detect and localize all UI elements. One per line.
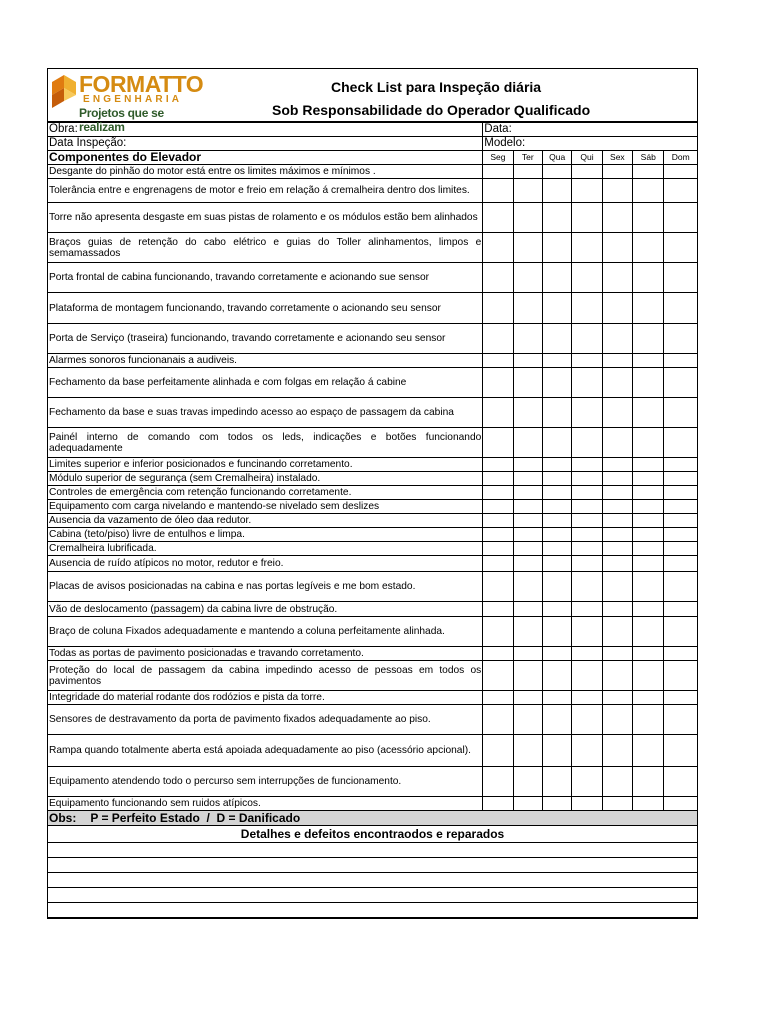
check-cell-sex[interactable] [602, 233, 632, 263]
check-cell-qua[interactable] [542, 661, 571, 691]
check-cell-seg[interactable] [483, 486, 513, 500]
check-cell-sex[interactable] [602, 263, 632, 293]
check-cell-qui[interactable] [572, 556, 602, 572]
checklist-item-label: Proteção do local de passagem da cabina impedindo acesso de pessoas em todos os pavimentos [48, 661, 483, 691]
checklist-item-label: Braço de coluna Fixados adequadamente e mantendo a coluna perfeitamente alinhada. [48, 617, 483, 647]
check-cell-seg[interactable] [483, 179, 513, 203]
checklist-row [48, 233, 698, 263]
check-cell-qua[interactable] [542, 179, 571, 203]
obs-label: Obs: [49, 811, 77, 825]
modelo-field[interactable]: Modelo: [483, 137, 698, 151]
check-cell-seg[interactable] [483, 797, 513, 811]
check-cell-ter[interactable] [513, 263, 542, 293]
check-cell-sex[interactable] [602, 398, 632, 428]
check-cell-seg[interactable] [483, 293, 513, 324]
checklist-table [47, 122, 698, 918]
check-cell-qua[interactable] [542, 556, 571, 572]
check-cell-seg[interactable] [483, 556, 513, 572]
check-cell-qui[interactable] [572, 398, 602, 428]
check-cell-sex[interactable] [602, 500, 632, 514]
check-cell-sáb[interactable] [633, 165, 664, 179]
checklist-row [48, 514, 698, 528]
check-cell-dom[interactable] [664, 203, 698, 233]
check-cell-ter[interactable] [513, 179, 542, 203]
check-cell-sáb[interactable] [633, 542, 664, 556]
checklist-item-label: Cabina (teto/piso) livre de entulhos e limpa. [48, 528, 483, 542]
check-cell-sex[interactable] [602, 797, 632, 811]
checklist-row [48, 602, 698, 617]
checklist-row [48, 528, 698, 542]
check-cell-qua[interactable] [542, 514, 571, 528]
check-cell-qui[interactable] [572, 661, 602, 691]
check-cell-ter[interactable] [513, 797, 542, 811]
components-header-row [48, 151, 698, 165]
check-cell-qua[interactable] [542, 602, 571, 617]
check-cell-ter[interactable] [513, 617, 542, 647]
check-cell-sáb[interactable] [633, 179, 664, 203]
check-cell-qui[interactable] [572, 542, 602, 556]
check-cell-seg[interactable] [483, 500, 513, 514]
checklist-row [48, 542, 698, 556]
check-cell-sáb[interactable] [633, 293, 664, 324]
check-cell-qui[interactable] [572, 324, 602, 354]
checklist-item-label: Placas de avisos posicionadas na cabina e nas portas legíveis e me bom estado. [48, 572, 483, 602]
checklist-item-label: Fechamento da base perfeitamente alinhada e com folgas em relação á cabine [48, 368, 483, 398]
check-cell-sex[interactable] [602, 165, 632, 179]
check-cell-dom[interactable] [664, 428, 698, 458]
check-cell-qua[interactable] [542, 324, 571, 354]
checklist-item-label: Tolerância entre e engrenagens de motor e freio em relação á cremalheira dentro dos limites. [48, 179, 483, 203]
check-cell-ter[interactable] [513, 767, 542, 797]
day-header-qui: Qui [572, 151, 602, 165]
checklist-row [48, 705, 698, 735]
check-cell-dom[interactable] [664, 705, 698, 735]
checklist-item-label: Fechamento da base e suas travas impedindo acesso ao espaço de passagem da cabina [48, 398, 483, 428]
formatto-logo-icon [52, 75, 76, 109]
check-cell-qui[interactable] [572, 797, 602, 811]
check-cell-qui[interactable] [572, 617, 602, 647]
obra-field[interactable]: Obra: [48, 123, 483, 137]
check-cell-dom[interactable] [664, 528, 698, 542]
check-cell-seg[interactable] [483, 735, 513, 767]
check-cell-ter[interactable] [513, 572, 542, 602]
details-entry-field[interactable] [48, 843, 698, 858]
logo-name: FORMATTO [79, 71, 204, 97]
checklist-item-label: Braços guias de retenção do cabo elétrico e guias do Toller alinhamentos, limpos e semamassados [48, 233, 483, 263]
checklist-item-label: Vão de deslocamento (passagem) da cabina livre de obstrução. [48, 602, 483, 617]
check-cell-sáb[interactable] [633, 797, 664, 811]
check-cell-qui[interactable] [572, 233, 602, 263]
check-cell-sex[interactable] [602, 528, 632, 542]
check-cell-ter[interactable] [513, 458, 542, 472]
check-cell-dom[interactable] [664, 486, 698, 500]
check-cell-seg[interactable] [483, 233, 513, 263]
check-cell-dom[interactable] [664, 661, 698, 691]
details-entry-field[interactable] [48, 858, 698, 873]
checklist-item-label: Ausencia de ruído atípicos no motor, redutor e freio. [48, 556, 483, 572]
check-cell-seg[interactable] [483, 472, 513, 486]
check-cell-ter[interactable] [513, 354, 542, 368]
check-cell-seg[interactable] [483, 398, 513, 428]
check-cell-ter[interactable] [513, 324, 542, 354]
check-cell-qua[interactable] [542, 428, 571, 458]
checklist-item-label: Porta frontal de cabina funcionando, travando corretamente e acionando sue sensor [48, 263, 483, 293]
check-cell-qui[interactable] [572, 602, 602, 617]
checklist-row [48, 767, 698, 797]
check-cell-seg[interactable] [483, 203, 513, 233]
check-cell-dom[interactable] [664, 556, 698, 572]
checklist-row [48, 472, 698, 486]
check-cell-qui[interactable] [572, 354, 602, 368]
day-header-dom: Dom [664, 151, 698, 165]
checklist-item-label: Equipamento funcionando sem ruidos atípicos. [48, 797, 483, 811]
checklist-row [48, 486, 698, 500]
check-cell-seg[interactable] [483, 602, 513, 617]
check-cell-ter[interactable] [513, 203, 542, 233]
check-cell-ter[interactable] [513, 500, 542, 514]
check-cell-sáb[interactable] [633, 514, 664, 528]
check-cell-dom[interactable] [664, 572, 698, 602]
check-cell-sex[interactable] [602, 354, 632, 368]
check-cell-dom[interactable] [664, 179, 698, 203]
checklist-row [48, 368, 698, 398]
check-cell-sáb[interactable] [633, 398, 664, 428]
check-cell-qua[interactable] [542, 691, 571, 705]
details-blank-line [48, 843, 698, 858]
check-cell-qua[interactable] [542, 617, 571, 647]
check-cell-qui[interactable] [572, 472, 602, 486]
check-cell-dom[interactable] [664, 233, 698, 263]
check-cell-sex[interactable] [602, 458, 632, 472]
checklist-item-label: Rampa quando totalmente aberta está apoiada adequadamente ao piso (acessório apcional). [48, 735, 483, 767]
checklist-item-label: Alarmes sonoros funcionanais a audiveis. [48, 354, 483, 368]
check-cell-seg[interactable] [483, 428, 513, 458]
check-cell-sex[interactable] [602, 691, 632, 705]
check-cell-qui[interactable] [572, 368, 602, 398]
check-cell-sáb[interactable] [633, 572, 664, 602]
checklist-row [48, 458, 698, 472]
check-cell-sex[interactable] [602, 514, 632, 528]
check-cell-qua[interactable] [542, 647, 571, 661]
checklist-row [48, 263, 698, 293]
check-cell-dom[interactable] [664, 354, 698, 368]
check-cell-qui[interactable] [572, 572, 602, 602]
check-cell-seg[interactable] [483, 354, 513, 368]
check-cell-sex[interactable] [602, 324, 632, 354]
check-cell-sáb[interactable] [633, 661, 664, 691]
check-cell-qua[interactable] [542, 368, 571, 398]
check-cell-ter[interactable] [513, 542, 542, 556]
checklist-row [48, 572, 698, 602]
check-cell-qua[interactable] [542, 293, 571, 324]
checklist-row [48, 661, 698, 691]
check-cell-sex[interactable] [602, 767, 632, 797]
check-cell-sáb[interactable] [633, 472, 664, 486]
check-cell-ter[interactable] [513, 293, 542, 324]
details-entry-field[interactable] [48, 873, 698, 888]
check-cell-qua[interactable] [542, 500, 571, 514]
check-cell-sáb[interactable] [633, 500, 664, 514]
check-cell-dom[interactable] [664, 797, 698, 811]
check-cell-ter[interactable] [513, 661, 542, 691]
check-cell-ter[interactable] [513, 691, 542, 705]
check-cell-qui[interactable] [572, 428, 602, 458]
check-cell-sex[interactable] [602, 203, 632, 233]
check-cell-dom[interactable] [664, 472, 698, 486]
check-cell-sáb[interactable] [633, 486, 664, 500]
check-cell-sáb[interactable] [633, 263, 664, 293]
check-cell-sáb[interactable] [633, 602, 664, 617]
details-blank-line [48, 873, 698, 888]
check-cell-sáb[interactable] [633, 203, 664, 233]
logo-subtitle: ENGENHARIA [83, 94, 183, 105]
check-cell-sex[interactable] [602, 617, 632, 647]
check-cell-sáb[interactable] [633, 233, 664, 263]
checklist-item-label: Módulo superior de segurança (sem Cremalheira) instalado. [48, 472, 483, 486]
check-cell-sáb[interactable] [633, 324, 664, 354]
check-cell-dom[interactable] [664, 617, 698, 647]
check-cell-dom[interactable] [664, 398, 698, 428]
check-cell-qua[interactable] [542, 398, 571, 428]
check-cell-qua[interactable] [542, 458, 571, 472]
checklist-item-label: Equipamento com carga nivelando e mantendo-se nivelado sem deslizes [48, 500, 483, 514]
checklist-item-label: Painél interno de comando com todos os leds, indicações e botões funcionando adequadamente [48, 428, 483, 458]
checklist-row [48, 500, 698, 514]
check-cell-dom[interactable] [664, 368, 698, 398]
checklist-row [48, 324, 698, 354]
check-cell-sex[interactable] [602, 472, 632, 486]
check-cell-seg[interactable] [483, 691, 513, 705]
check-cell-sáb[interactable] [633, 767, 664, 797]
checklist-item-label: Sensores de destravamento da porta de pavimento fixados adequadamente ao piso. [48, 705, 483, 735]
check-cell-qui[interactable] [572, 293, 602, 324]
check-cell-sáb[interactable] [633, 428, 664, 458]
details-header-row [48, 826, 698, 843]
day-header-qua: Qua [542, 151, 571, 165]
obs-row [48, 811, 698, 826]
check-cell-qua[interactable] [542, 233, 571, 263]
check-cell-dom[interactable] [664, 263, 698, 293]
check-cell-sex[interactable] [602, 602, 632, 617]
check-cell-seg[interactable] [483, 514, 513, 528]
checklist-row [48, 735, 698, 767]
checklist-row [48, 617, 698, 647]
check-cell-qua[interactable] [542, 165, 571, 179]
checklist-item-label: Plataforma de montagem funcionando, travando corretamente o acionando seu sensor [48, 293, 483, 324]
check-cell-dom[interactable] [664, 767, 698, 797]
check-cell-qua[interactable] [542, 354, 571, 368]
check-cell-ter[interactable] [513, 647, 542, 661]
checklist-item-label: Torre não apresenta desgaste em suas pistas de rolamento e os módulos estão bem alinhados [48, 203, 483, 233]
check-cell-dom[interactable] [664, 735, 698, 767]
check-cell-sex[interactable] [602, 661, 632, 691]
check-cell-qui[interactable] [572, 486, 602, 500]
checklist-item-label: Controles de emergência com retenção funcionando corretamente. [48, 486, 483, 500]
check-cell-dom[interactable] [664, 691, 698, 705]
details-blank-line [48, 888, 698, 903]
check-cell-dom[interactable] [664, 602, 698, 617]
check-cell-ter[interactable] [513, 556, 542, 572]
details-entry-field[interactable] [48, 888, 698, 903]
checklist-row [48, 293, 698, 324]
check-cell-seg[interactable] [483, 263, 513, 293]
check-cell-qua[interactable] [542, 472, 571, 486]
check-cell-sáb[interactable] [633, 691, 664, 705]
page-title: Check List para Inspeção diária [331, 79, 542, 95]
checklist-row [48, 203, 698, 233]
check-cell-qui[interactable] [572, 767, 602, 797]
check-cell-ter[interactable] [513, 368, 542, 398]
check-cell-ter[interactable] [513, 165, 542, 179]
check-cell-sex[interactable] [602, 542, 632, 556]
check-cell-sáb[interactable] [633, 705, 664, 735]
checklist-row [48, 428, 698, 458]
check-cell-qui[interactable] [572, 528, 602, 542]
checklist-item-label: Equipamento atendendo todo o percurso sem interrupções de funcionamento. [48, 767, 483, 797]
check-cell-sáb[interactable] [633, 368, 664, 398]
check-cell-qui[interactable] [572, 165, 602, 179]
check-cell-qua[interactable] [542, 767, 571, 797]
check-cell-seg[interactable] [483, 542, 513, 556]
details-blank-line [48, 903, 698, 918]
checklist-item-label: Porta de Serviço (traseira) funcionando, travando corretamente e acionando seu sensor [48, 324, 483, 354]
check-cell-qui[interactable] [572, 647, 602, 661]
check-cell-qua[interactable] [542, 572, 571, 602]
check-cell-sex[interactable] [602, 368, 632, 398]
check-cell-qui[interactable] [572, 179, 602, 203]
page-subtitle: Sob Responsabilidade do Operador Qualificado [272, 102, 591, 118]
check-cell-qui[interactable] [572, 735, 602, 767]
checklist-item-label: Cremalheira lubrificada. [48, 542, 483, 556]
check-cell-sáb[interactable] [633, 354, 664, 368]
checklist-row [48, 647, 698, 661]
checklist-row [48, 797, 698, 811]
checklist-item-label: Desgante do pinhão do motor está entre os limites máximos e mínimos . [48, 165, 483, 179]
details-entry-field[interactable] [48, 903, 698, 918]
check-cell-ter[interactable] [513, 705, 542, 735]
check-cell-sex[interactable] [602, 647, 632, 661]
check-cell-seg[interactable] [483, 528, 513, 542]
obs-status-legend: P = Perfeito Estado / D = Danificado [90, 811, 301, 825]
check-cell-sex[interactable] [602, 556, 632, 572]
check-cell-sex[interactable] [602, 486, 632, 500]
check-cell-ter[interactable] [513, 602, 542, 617]
check-cell-ter[interactable] [513, 486, 542, 500]
check-cell-seg[interactable] [483, 458, 513, 472]
check-cell-sex[interactable] [602, 428, 632, 458]
check-cell-seg[interactable] [483, 572, 513, 602]
check-cell-sáb[interactable] [633, 617, 664, 647]
checklist-row [48, 179, 698, 203]
check-cell-seg[interactable] [483, 324, 513, 354]
check-cell-qui[interactable] [572, 203, 602, 233]
check-cell-qua[interactable] [542, 542, 571, 556]
check-cell-qui[interactable] [572, 514, 602, 528]
check-cell-ter[interactable] [513, 233, 542, 263]
checklist-row [48, 691, 698, 705]
check-cell-sáb[interactable] [633, 528, 664, 542]
check-cell-ter[interactable] [513, 514, 542, 528]
check-cell-dom[interactable] [664, 324, 698, 354]
check-cell-qui[interactable] [572, 691, 602, 705]
check-cell-qua[interactable] [542, 797, 571, 811]
check-cell-seg[interactable] [483, 647, 513, 661]
day-header-sab: Sáb [633, 151, 664, 165]
checklist-row [48, 165, 698, 179]
check-cell-ter[interactable] [513, 528, 542, 542]
check-cell-sex[interactable] [602, 735, 632, 767]
check-cell-seg[interactable] [483, 705, 513, 735]
check-cell-qui[interactable] [572, 263, 602, 293]
checklist-item-label: Limites superior e inferior posicionados e funcinando corretamento. [48, 458, 483, 472]
check-cell-dom[interactable] [664, 542, 698, 556]
check-cell-qua[interactable] [542, 705, 571, 735]
check-cell-dom[interactable] [664, 647, 698, 661]
check-cell-qui[interactable] [572, 705, 602, 735]
check-cell-dom[interactable] [664, 293, 698, 324]
check-cell-seg[interactable] [483, 165, 513, 179]
check-cell-dom[interactable] [664, 500, 698, 514]
check-cell-dom[interactable] [664, 458, 698, 472]
logo-tagline: Projetos que se realizam [79, 106, 164, 134]
checklist-item-label: Todas as portas de pavimento posicionadas e travando corretamento. [48, 647, 483, 661]
check-cell-dom[interactable] [664, 165, 698, 179]
check-cell-sex[interactable] [602, 705, 632, 735]
day-header-seg: Seg [483, 151, 513, 165]
check-cell-qua[interactable] [542, 528, 571, 542]
check-cell-dom[interactable] [664, 514, 698, 528]
check-cell-qui[interactable] [572, 458, 602, 472]
check-cell-ter[interactable] [513, 398, 542, 428]
check-cell-ter[interactable] [513, 428, 542, 458]
check-cell-sáb[interactable] [633, 458, 664, 472]
check-cell-seg[interactable] [483, 661, 513, 691]
check-cell-qua[interactable] [542, 486, 571, 500]
details-blank-line [48, 858, 698, 873]
check-cell-seg[interactable] [483, 767, 513, 797]
check-cell-sáb[interactable] [633, 647, 664, 661]
check-cell-seg[interactable] [483, 617, 513, 647]
check-cell-seg[interactable] [483, 368, 513, 398]
check-cell-sex[interactable] [602, 179, 632, 203]
details-header: Detalhes e defeitos encontraodos e reparados [48, 826, 698, 843]
check-cell-ter[interactable] [513, 472, 542, 486]
day-header-sex: Sex [602, 151, 632, 165]
check-cell-sex[interactable] [602, 572, 632, 602]
checklist-row [48, 398, 698, 428]
data-field[interactable]: Data: [483, 123, 698, 137]
checklist-row [48, 556, 698, 572]
checklist-row [48, 354, 698, 368]
check-cell-qui[interactable] [572, 500, 602, 514]
check-cell-sáb[interactable] [633, 556, 664, 572]
check-cell-qua[interactable] [542, 735, 571, 767]
components-header: Componentes do Elevador [48, 151, 483, 165]
checklist-item-label: Integridade do material rodante dos rodózios e pista da torre. [48, 691, 483, 705]
data-inspecao-field[interactable]: Data Inspeção: [48, 137, 483, 151]
check-cell-qua[interactable] [542, 263, 571, 293]
obs-legend [48, 811, 698, 826]
check-cell-sáb[interactable] [633, 735, 664, 767]
day-header-ter: Ter [513, 151, 542, 165]
checklist-item-label: Ausencia da vazamento de óleo daa redutor. [48, 514, 483, 528]
checklist-sheet [47, 68, 698, 919]
check-cell-qua[interactable] [542, 203, 571, 233]
check-cell-sex[interactable] [602, 293, 632, 324]
info-row-inspecao [48, 137, 698, 151]
check-cell-ter[interactable] [513, 735, 542, 767]
